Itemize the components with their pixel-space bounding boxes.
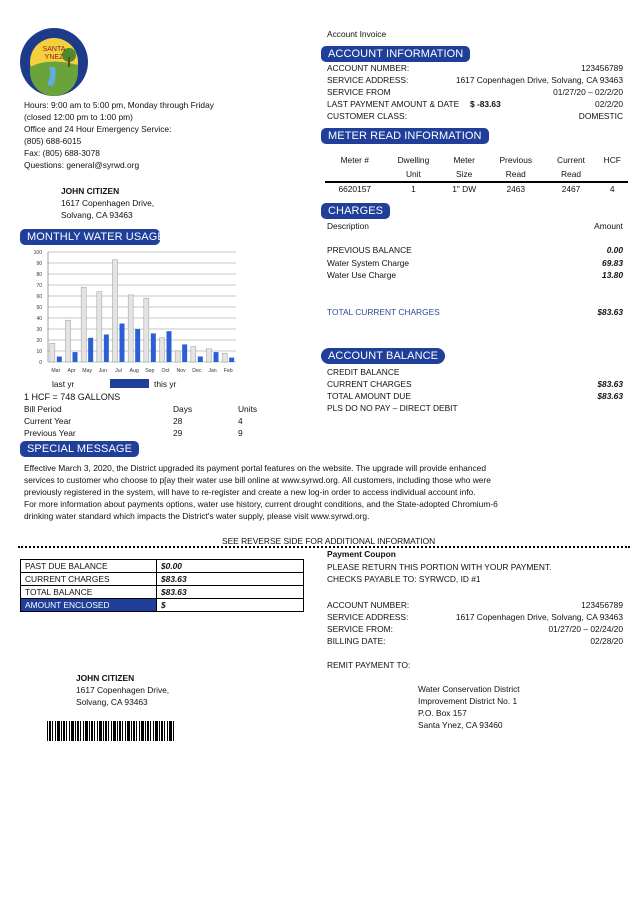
svg-text:YNEZ: YNEZ [44, 54, 64, 61]
coupon-detail-row [327, 599, 623, 611]
coupon-detail-label: ACCOUNT NUMBER: [327, 600, 410, 610]
coupon-detail-row [327, 635, 623, 647]
meter-col-subheader: Read [505, 169, 526, 179]
bar-chart [20, 248, 240, 378]
coupon-customer-name: JOHN CITIZEN [76, 673, 135, 683]
remit-address-line: Water Conservation District [418, 684, 520, 694]
svg-text:60: 60 [36, 294, 42, 300]
charge-amount: 69.83 [602, 258, 623, 268]
customer-class-row [327, 110, 623, 122]
svg-text:Jun: Jun [98, 368, 108, 374]
svg-text:SANTA: SANTA [42, 46, 66, 53]
svg-text:Oct: Oct [161, 368, 170, 374]
coupon-instruction: CHECKS PAYABLE TO: SYRWCD, ID #1 [327, 574, 481, 584]
service-address-label: SERVICE ADDRESS: [327, 75, 409, 85]
customer-class-value: DOMESTIC [578, 111, 623, 121]
charges-amount-header: Amount [594, 221, 623, 231]
contact-fax: Fax: (805) 688-3078 [24, 148, 100, 158]
meter-size: 1" DW [442, 182, 486, 195]
meter-col-subheader: Unit [405, 169, 421, 179]
last-payment-row [327, 98, 623, 110]
svg-text:Feb: Feb [223, 368, 233, 374]
account-number-value: 123456789 [581, 63, 623, 73]
past-due-label: PAST DUE BALANCE [21, 560, 157, 573]
last-payment-amount: $ -83.63 [470, 99, 501, 109]
message-line: previously registered in the system, will have to re-register and create a new log-in order to access individual account info. [24, 487, 476, 497]
days-header: Days [173, 404, 193, 414]
coupon-detail-label: SERVICE ADDRESS: [327, 612, 409, 622]
balance-label: CURRENT CHARGES [327, 379, 412, 389]
table-row [21, 573, 304, 586]
charge-row [327, 244, 623, 256]
account-balance-heading: ACCOUNT BALANCE [321, 348, 445, 364]
balance-row [327, 378, 623, 390]
service-address-row [327, 74, 623, 86]
meter-col-subheader [325, 167, 385, 182]
svg-text:Aug: Aug [129, 368, 139, 374]
charge-amount: 13.80 [602, 270, 623, 280]
svg-text:10: 10 [36, 349, 42, 355]
hcf-note: 1 HCF = 748 GALLONS [24, 392, 121, 402]
remit-address-line: P.O. Box 157 [418, 708, 467, 718]
doc-title: Account Invoice [327, 29, 387, 39]
coupon-detail-value: 123456789 [581, 600, 623, 610]
remit-address-line: Santa Ynez, CA 93460 [418, 720, 503, 730]
coupon-detail-row [327, 611, 623, 623]
coupon-detail-label: BILLING DATE: [327, 636, 386, 646]
balance-label: CREDIT BALANCE [327, 367, 400, 377]
meter-col-header: Previous [499, 154, 533, 165]
svg-text:Jan: Jan [208, 368, 217, 374]
message-line: services to customer who choose to p[ay their water use bill online at www.syrwd.org. All customers, including those who were [24, 475, 491, 485]
charge-label: Water Use Charge [327, 270, 397, 280]
message-line: For more information about payments options, water use history, current drought conditions, and the State-adopted Chromium-6 [24, 499, 498, 509]
current-year-units: 4 [238, 416, 243, 426]
last-payment-label: LAST PAYMENT AMOUNT & DATE [327, 99, 460, 109]
svg-text:Sep: Sep [145, 368, 155, 374]
balance-row [327, 366, 623, 378]
coupon-customer-address-1: 1617 Copenhagen Drive, [76, 685, 170, 695]
contact-phone: (805) 688-6015 [24, 136, 82, 146]
meter-col-subheader: Read [561, 169, 582, 179]
units-header: Units [238, 404, 258, 414]
balance-value: $83.63 [597, 379, 623, 389]
svg-text:30: 30 [36, 327, 42, 333]
contact-hours: Hours: 9:00 am to 5:00 pm, Monday through Friday [24, 100, 214, 110]
account-number-row [327, 62, 623, 74]
svg-text:70: 70 [36, 283, 42, 289]
balance-label: PLS DO NO PAY – DIRECT DEBIT [327, 403, 458, 413]
svg-text:May: May [82, 368, 93, 374]
current-read: 2467 [546, 182, 597, 195]
svg-text:100: 100 [33, 250, 42, 256]
coupon-detail-label: SERVICE FROM: [327, 624, 393, 634]
message-line: drinking water standard which impacts the District's water supply, please visit www.syrwd.org. [24, 511, 370, 521]
barcode-icon [47, 721, 174, 741]
customer-address-2: Solvang, CA 93463 [61, 210, 133, 220]
contact-closed: (closed 12:00 pm to 1:00 pm) [24, 112, 133, 122]
coupon-instruction: PLEASE RETURN THIS PORTION WITH YOUR PAYMENT. [327, 562, 552, 572]
usage-chart [20, 248, 240, 378]
coupon-customer-address-2: Solvang, CA 93463 [76, 697, 148, 707]
svg-text:Nov: Nov [176, 368, 186, 374]
previous-read: 2463 [486, 182, 546, 195]
reverse-side-note: SEE REVERSE SIDE FOR ADDITIONAL INFORMATION [222, 536, 436, 546]
svg-text:Jul: Jul [115, 368, 122, 374]
charge-amount: 0.00 [606, 245, 623, 255]
total-balance-label: TOTAL BALANCE [21, 586, 157, 599]
table-row [21, 560, 304, 573]
current-year-days: 28 [173, 416, 183, 426]
svg-text:20: 20 [36, 338, 42, 344]
balance-row [327, 390, 623, 402]
last-payment-date: 02/2/20 [595, 99, 623, 109]
meter-number: 6620157 [325, 182, 385, 195]
meter-col-header: Current [557, 154, 585, 165]
remit-address-line: Improvement District No. 1 [418, 696, 518, 706]
service-address-value: 1617 Copenhagen Drive, Solvang, CA 93463 [455, 75, 623, 85]
meter-col-subheader [597, 167, 628, 182]
monthly-usage-heading: MONTHLY WATER USAGE [20, 229, 160, 245]
meter-read-table [325, 152, 628, 195]
svg-text:Apr: Apr [67, 368, 76, 374]
svg-text:Mar: Mar [51, 368, 61, 374]
previous-year-units: 9 [238, 428, 243, 438]
charge-row [327, 269, 623, 281]
coupon-detail-value: 02/28/20 [590, 636, 623, 646]
remit-label: REMIT PAYMENT TO: [327, 660, 411, 670]
meter-col-header: Meter # [340, 154, 369, 165]
total-current-charges-row [327, 306, 623, 318]
service-from-row [327, 86, 623, 98]
past-due-value: $0.00 [157, 560, 304, 573]
svg-text:80: 80 [36, 272, 42, 278]
dwelling-unit: 1 [385, 182, 443, 195]
account-number-label: ACCOUNT NUMBER: [327, 63, 410, 73]
table-row [21, 586, 304, 599]
svg-text:0: 0 [39, 360, 42, 366]
bill-period-header: Bill Period [24, 404, 62, 414]
balance-value: $83.63 [597, 391, 623, 401]
previous-year-label: Previous Year [24, 428, 76, 438]
special-message-heading: SPECIAL MESSAGE [20, 441, 139, 457]
coupon-summary-table [20, 559, 304, 612]
legend-this-year-swatch [110, 379, 149, 388]
meter-read-heading: METER READ INFORMATION [321, 128, 489, 144]
charge-row [327, 257, 623, 269]
meter-col-header: HCF [603, 154, 621, 165]
meter-col-subheader: Size [456, 169, 473, 179]
total-current-charges-amount: $83.63 [597, 307, 623, 317]
message-line: Effective March 3, 2020, the District upgraded its payment portal features on the website. The upgrade will provide enhanced [24, 463, 486, 473]
customer-class-label: CUSTOMER CLASS: [327, 111, 407, 121]
meter-col-header: Meter [453, 154, 475, 165]
charge-label: Water System Charge [327, 258, 410, 268]
table-row [325, 182, 628, 195]
charges-heading: CHARGES [321, 203, 390, 219]
customer-name: JOHN CITIZEN [61, 186, 120, 196]
balance-label: TOTAL AMOUNT DUE [327, 391, 411, 401]
table-row [21, 599, 304, 612]
charges-description-header: Description [327, 221, 369, 231]
hcf-value: 4 [597, 182, 628, 195]
coupon-detail-value: 01/27/20 – 02/24/20 [548, 624, 623, 634]
balance-row [327, 402, 623, 414]
meter-col-header: Dwelling [397, 154, 430, 165]
contact-email[interactable]: Questions: general@syrwd.org [24, 160, 140, 170]
charge-label: PREVIOUS BALANCE [327, 245, 412, 255]
amount-enclosed-field[interactable]: $ [157, 599, 304, 612]
legend-this-year: this yr [154, 379, 177, 389]
tear-line [18, 546, 630, 548]
current-charges-label: CURRENT CHARGES [21, 573, 157, 586]
svg-text:90: 90 [36, 261, 42, 267]
svg-text:40: 40 [36, 316, 42, 322]
current-charges-value: $83.63 [157, 573, 304, 586]
svg-text:50: 50 [36, 305, 42, 311]
service-from-value: 01/27/20 – 02/2/20 [553, 87, 623, 97]
total-current-charges-label: TOTAL CURRENT CHARGES [327, 307, 440, 317]
amount-enclosed-label: AMOUNT ENCLOSED [21, 599, 157, 612]
charges-columns [327, 220, 623, 232]
contact-emergency-label: Office and 24 Hour Emergency Service: [24, 124, 172, 134]
total-balance-value: $83.63 [157, 586, 304, 599]
logo-icon [19, 27, 89, 97]
service-from-label: SERVICE FROM [327, 87, 391, 97]
district-logo [19, 27, 89, 97]
current-year-label: Current Year [24, 416, 72, 426]
coupon-detail-row [327, 623, 623, 635]
payment-coupon-title: Payment Coupon [327, 549, 396, 559]
account-information-heading: ACCOUNT INFORMATION [321, 46, 470, 62]
previous-year-days: 29 [173, 428, 183, 438]
coupon-detail-value: 1617 Copenhagen Drive, Solvang, CA 93463 [455, 612, 623, 622]
svg-text:Dec: Dec [192, 368, 202, 374]
legend-last-year: last yr [52, 379, 75, 389]
customer-address-1: 1617 Copenhagen Drive, [61, 198, 155, 208]
